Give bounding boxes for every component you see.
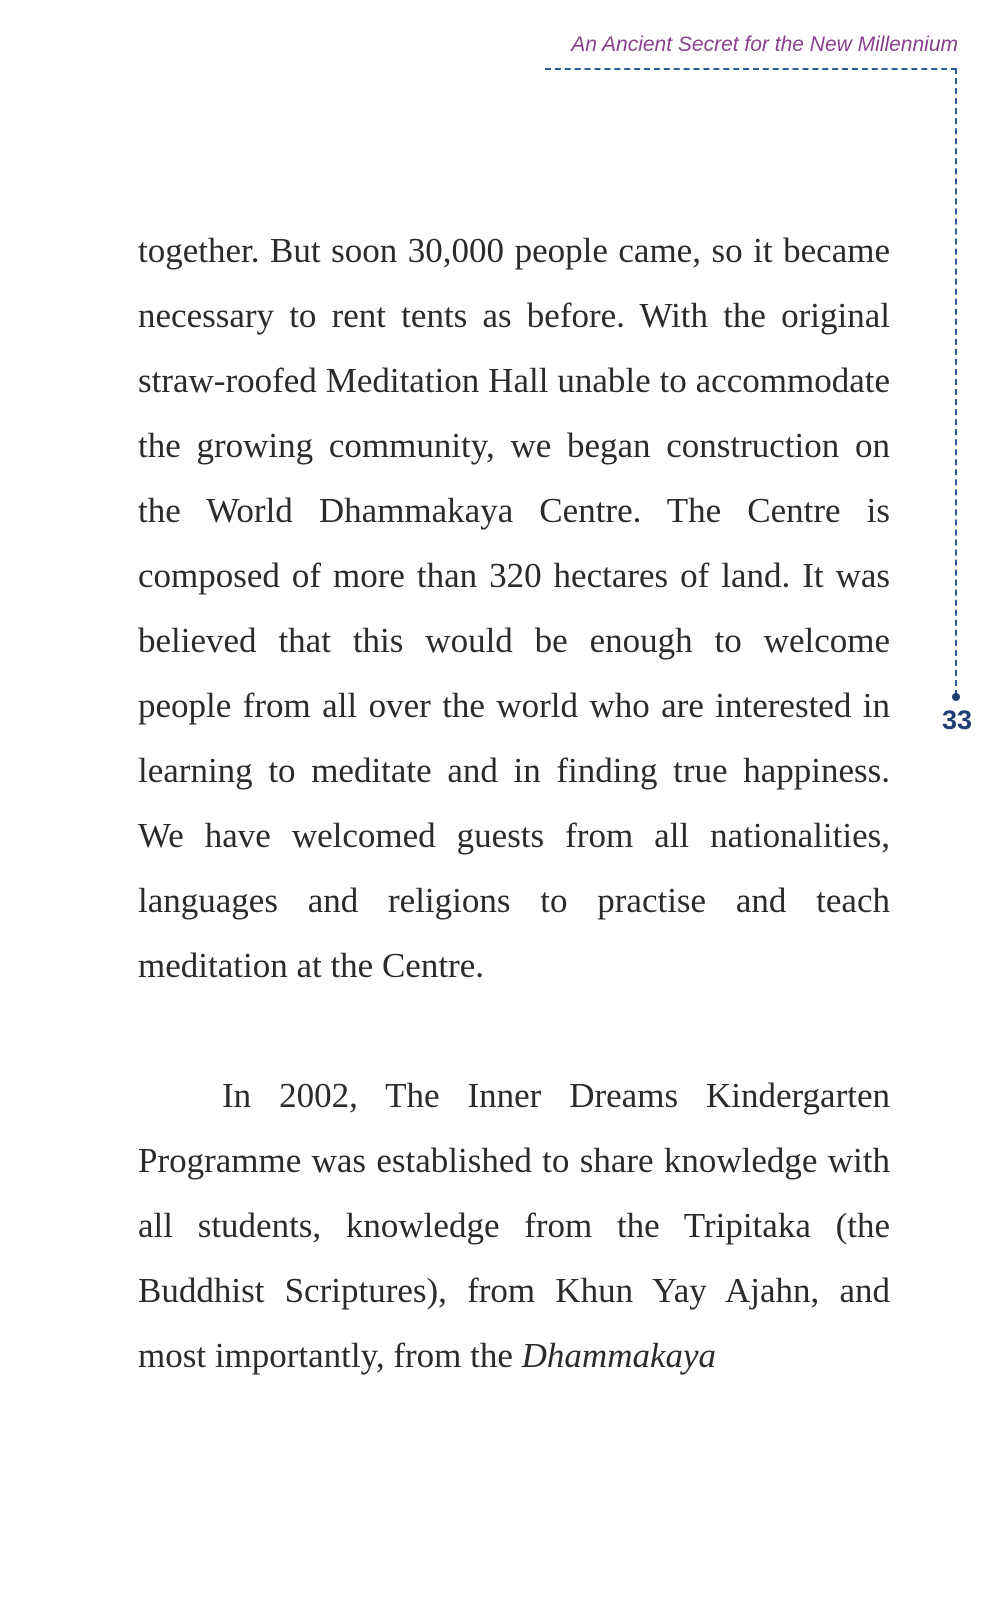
body-text (138, 218, 890, 1388)
running-header-title: An Ancient Secret for the New Millennium (571, 33, 958, 56)
paragraph-2-italic-term: Dhammakaya (521, 1336, 717, 1375)
page-number-dot (952, 693, 960, 701)
page-number: 33 (941, 705, 973, 735)
paragraph-2 (138, 1063, 890, 1388)
header-dotted-rule (545, 68, 957, 70)
side-dotted-rule (955, 68, 957, 696)
paragraph-2-text: In 2002, The Inner Dreams Kindergarten Programme was established to share knowledge with all students, knowledge from the Tripitaka (the Buddhist Scriptures), from Khun Yay Ajahn, and most importantly, from the (138, 1076, 890, 1375)
paragraph-1: together. But soon 30,000 people came, so it became necessary to rent tents as before. With the original straw-roofed Meditation Hall unable to accommodate the growing community, we began construction on the World Dhammakaya Centre. The Centre is composed of more than 320 hectares of land. It was believed that this would be enough to welcome people from all over the world who are interested in learning to meditate and in finding true happiness. We have welcomed guests from all nationalities, languages and religions to practise and teach meditation at the Centre. (138, 231, 890, 985)
